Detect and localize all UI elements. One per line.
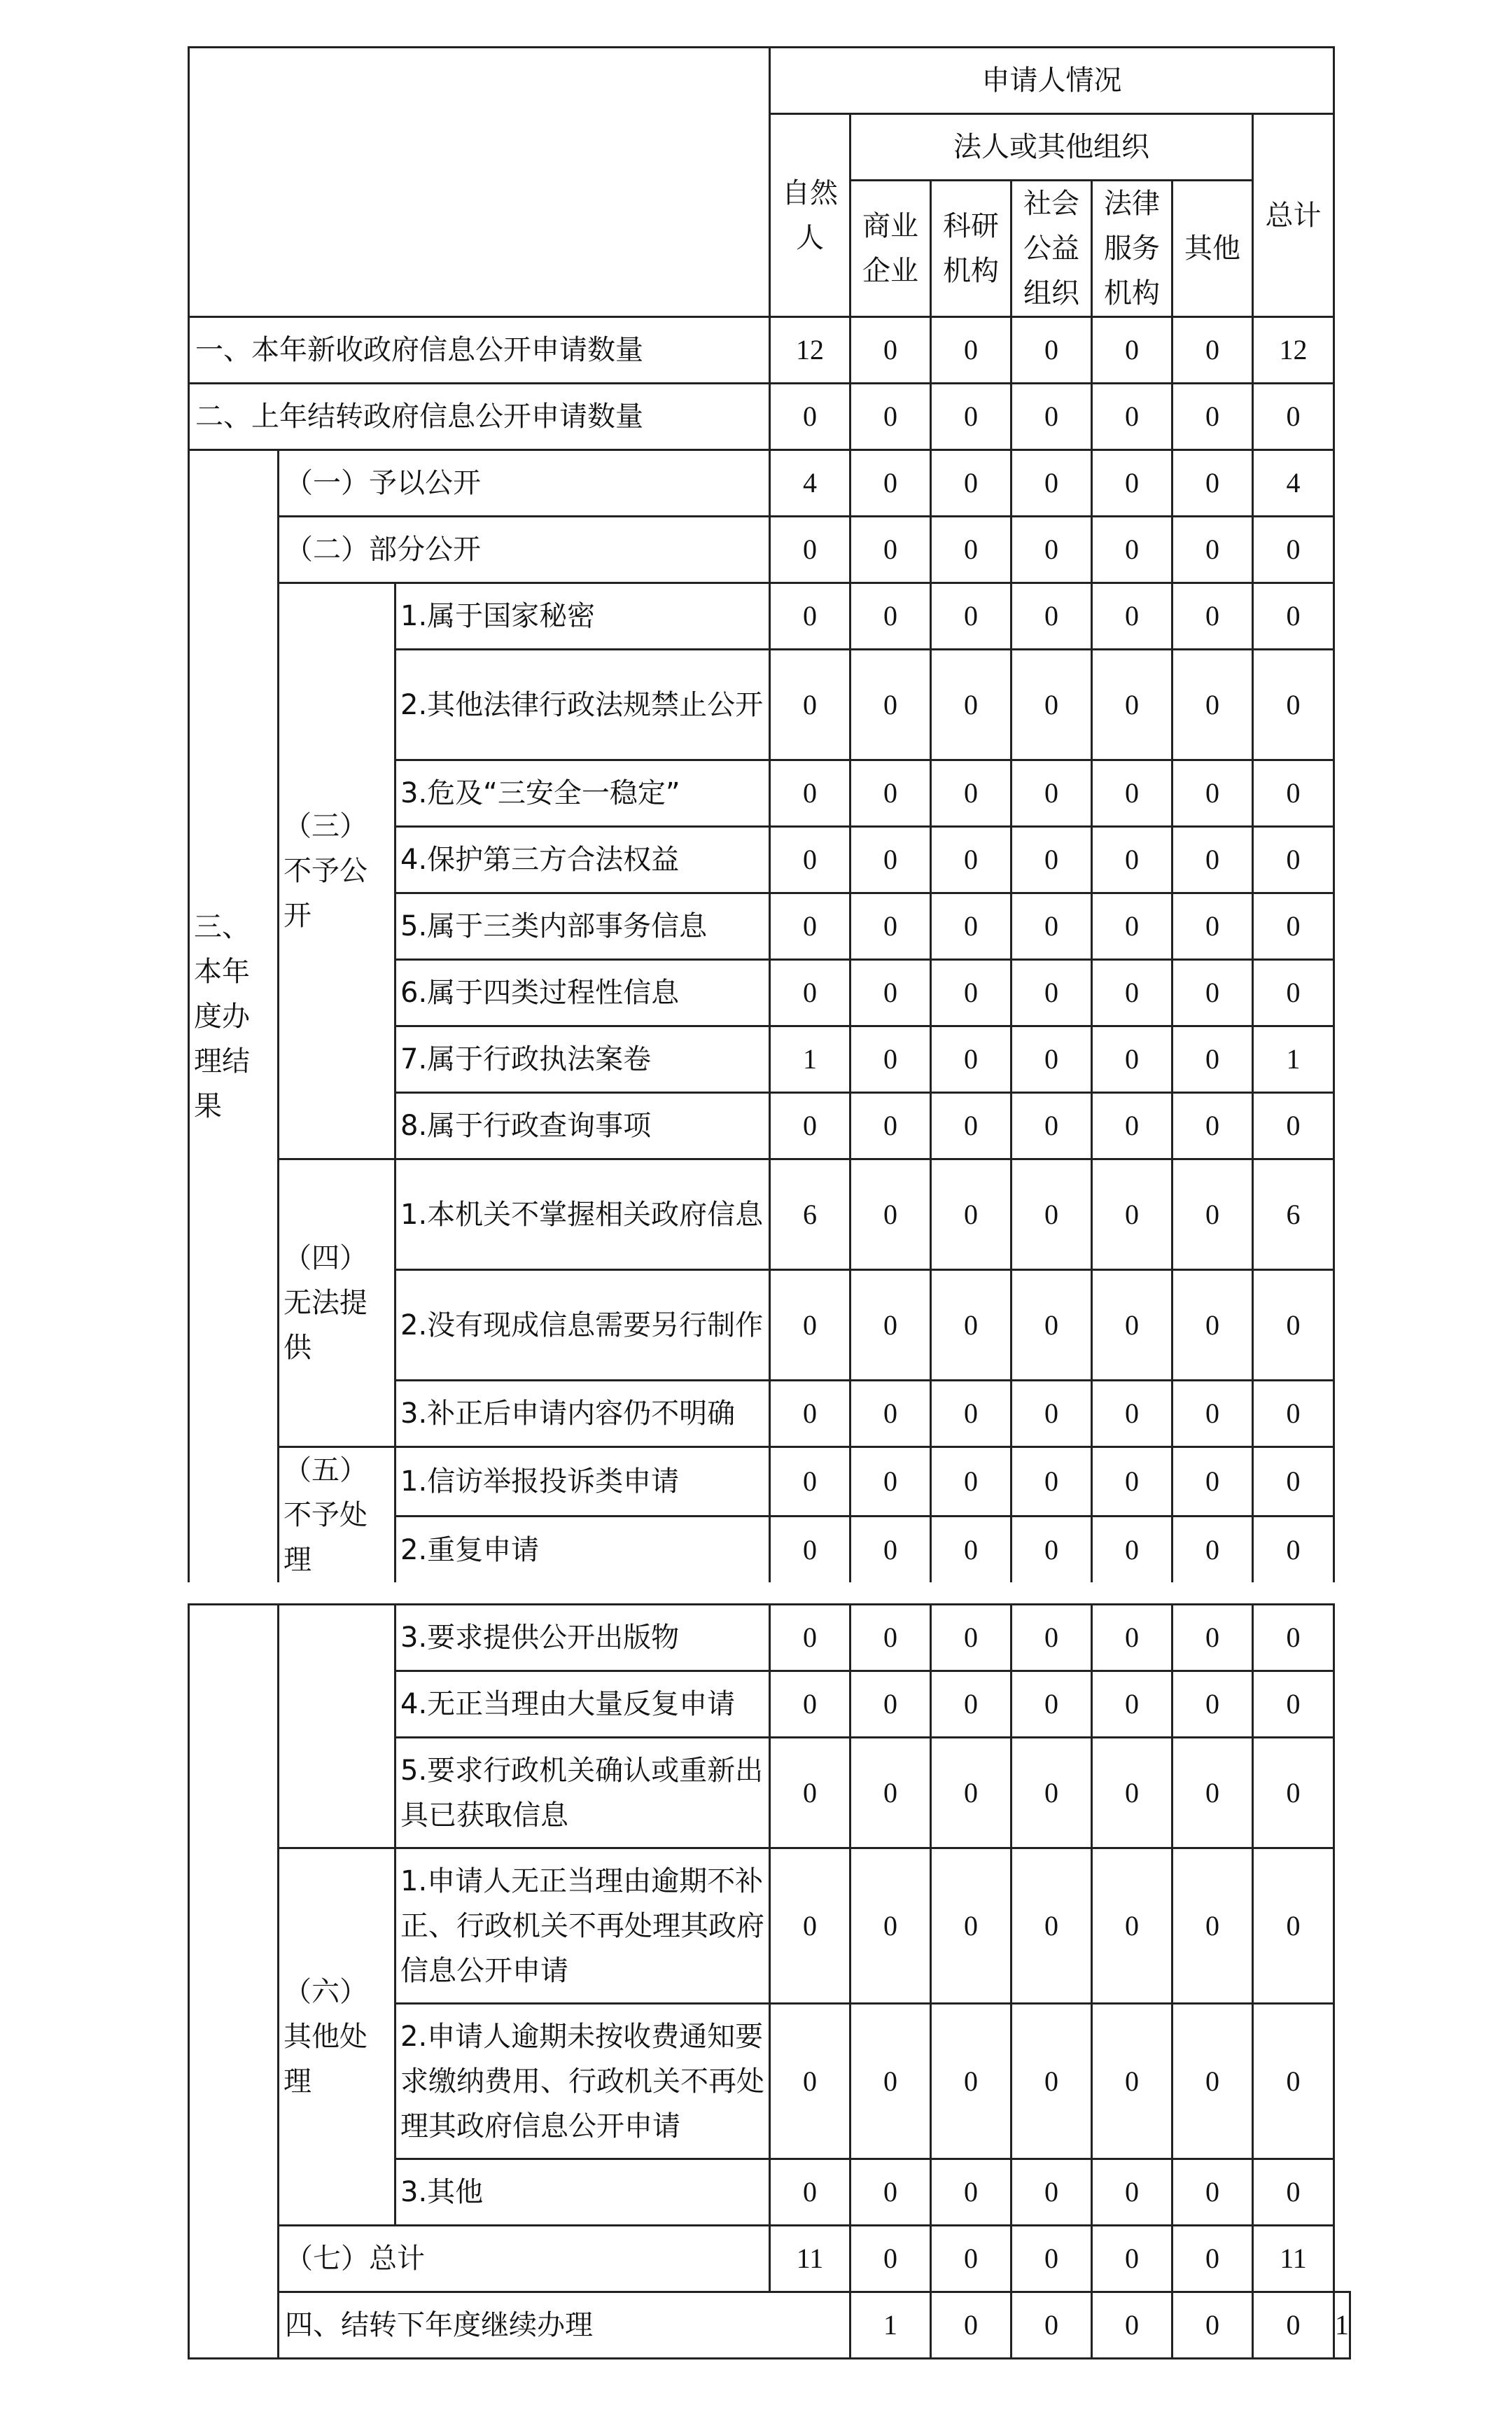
row-label: 1.信访举报投诉类申请 [396,1447,770,1517]
row-label: 3.其他 [396,2159,770,2226]
cell-social: 0 [1011,1671,1092,1738]
cell-research: 0 [931,517,1011,583]
cell-social: 0 [1011,760,1092,827]
cell-commercial: 0 [850,1738,931,1848]
header-natural-person: 自然人 [770,114,850,317]
header-other: 其他 [1172,181,1253,317]
cell-commercial: 0 [850,1605,931,1671]
cell-research: 0 [1011,2292,1092,2359]
cell-commercial: 0 [850,1270,931,1381]
cell-total: 0 [1253,1381,1334,1447]
row-label: 一、本年新收政府信息公开申请数量 [189,317,770,384]
cell-research: 0 [931,650,1011,760]
cell-commercial: 0 [931,2292,1011,2359]
cell-research: 0 [931,450,1011,517]
cell-total: 0 [1253,517,1334,583]
cell-natural: 0 [770,893,850,960]
cell-commercial: 0 [850,827,931,893]
cell-total: 0 [1253,1605,1334,1671]
cell-total: 0 [1253,2159,1334,2226]
cell-total: 0 [1253,760,1334,827]
cell-legal-service: 0 [1092,1605,1172,1671]
cell-commercial: 0 [850,1848,931,2004]
cell-research: 0 [931,893,1011,960]
cell-legal-service: 0 [1092,2226,1172,2292]
cell-total: 6 [1253,1159,1334,1270]
cell-other: 0 [1172,2226,1253,2292]
cell-social: 0 [1011,450,1092,517]
cell-legal-service: 0 [1092,1671,1172,1738]
cell-research: 0 [931,317,1011,384]
cell-commercial: 0 [850,893,931,960]
table-row [189,2292,1350,2359]
group-not-processed-continued [279,1605,396,1848]
cell-natural: 0 [770,1093,850,1159]
cell-social: 0 [1011,2159,1092,2226]
cell-social: 0 [1011,893,1092,960]
cell-commercial: 0 [850,2226,931,2292]
cell-research: 0 [931,1848,1011,2004]
cell-social: 0 [1011,1517,1092,1582]
cell-research: 0 [931,1605,1011,1671]
cell-social: 0 [1011,384,1092,450]
cell-natural: 0 [770,2159,850,2226]
cell-legal-service: 0 [1092,893,1172,960]
group-not-processed: （五）不予处理 [279,1447,396,1583]
cell-commercial: 0 [850,1093,931,1159]
table-row [189,1848,1350,2004]
cell-social: 0 [1011,583,1092,650]
cell-research: 0 [931,1381,1011,1447]
cell-legal-service: 0 [1092,1447,1172,1517]
cell-research: 0 [931,1159,1011,1270]
cell-commercial: 0 [850,1026,931,1093]
row-label: 2.没有现成信息需要另行制作 [396,1270,770,1381]
cell-social: 0 [1011,1447,1092,1517]
table-row [189,317,1334,384]
cell-total: 12 [1253,317,1334,384]
cell-natural: 0 [770,1671,850,1738]
cell-commercial: 0 [850,317,931,384]
row-label: （七）总计 [279,2226,770,2292]
cell-legal-service: 0 [1092,827,1172,893]
cell-research: 0 [931,1738,1011,1848]
cell-total: 11 [1253,2226,1334,2292]
cell-research: 0 [931,2226,1011,2292]
cell-legal-service: 0 [1092,384,1172,450]
cell-other: 0 [1172,1671,1253,1738]
cell-total: 1 [1253,1026,1334,1093]
cell-other: 0 [1172,760,1253,827]
cell-commercial: 0 [850,2159,931,2226]
row-label: 四、结转下年度继续办理 [279,2292,850,2359]
cell-social: 0 [1011,2004,1092,2159]
row-label: 5.要求行政机关确认或重新出具已获取信息 [396,1738,770,1848]
header-legal-orgs: 法人或其他组织 [850,114,1253,181]
cell-legal-service: 0 [1092,1270,1172,1381]
cell-other: 0 [1172,1270,1253,1381]
row-label: 4.保护第三方合法权益 [396,827,770,893]
cell-social: 0 [1011,2226,1092,2292]
cell-legal-service: 0 [1092,1738,1172,1848]
cell-social: 0 [1011,827,1092,893]
cell-other: 0 [1172,893,1253,960]
cell-commercial: 0 [850,1671,931,1738]
cell-legal-service: 0 [1092,2004,1172,2159]
cell-other: 0 [1172,1605,1253,1671]
cell-social: 0 [1011,1270,1092,1381]
table-row [189,517,1334,583]
cell-total: 0 [1253,650,1334,760]
row-label: 3.要求提供公开出版物 [396,1605,770,1671]
header-total: 总计 [1253,114,1334,317]
cell-other: 0 [1172,1848,1253,2004]
cell-other: 0 [1172,1517,1253,1582]
cell-total: 0 [1253,1517,1334,1582]
cell-legal-service: 0 [1092,1026,1172,1093]
cell-natural: 0 [770,1605,850,1671]
cell-commercial: 0 [850,1159,931,1270]
row-label: （二）部分公开 [279,517,770,583]
cell-total: 0 [1253,1671,1334,1738]
row-label: （一）予以公开 [279,450,770,517]
cell-social: 0 [1011,650,1092,760]
cell-social: 0 [1092,2292,1172,2359]
cell-commercial: 0 [850,1381,931,1447]
cell-other: 0 [1172,960,1253,1026]
cell-other: 0 [1172,583,1253,650]
cell-natural: 0 [770,583,850,650]
cell-natural: 0 [770,1517,850,1582]
row-label: 1.本机关不掌握相关政府信息 [396,1159,770,1270]
row-label: 1.申请人无正当理由逾期不补正、行政机关不再处理其政府信息公开申请 [396,1848,770,2004]
cell-legal-service: 0 [1092,1381,1172,1447]
cell-research: 0 [931,583,1011,650]
row-label: 6.属于四类过程性信息 [396,960,770,1026]
row-label: 7.属于行政执法案卷 [396,1026,770,1093]
table-row [189,583,1334,650]
cell-legal-service: 0 [1092,1848,1172,2004]
cell-natural: 11 [770,2226,850,2292]
cell-natural: 1 [770,1026,850,1093]
row-label: 5.属于三类内部事务信息 [396,893,770,960]
cell-total: 1 [1334,2292,1350,2359]
header-commercial: 商业企业 [850,181,931,317]
cell-natural: 0 [770,384,850,450]
cell-research: 0 [931,2004,1011,2159]
cell-total: 0 [1253,893,1334,960]
header-research: 科研机构 [931,181,1011,317]
cell-legal-service: 0 [1092,517,1172,583]
row-label: 1.属于国家秘密 [396,583,770,650]
cell-social: 0 [1011,1605,1092,1671]
cell-commercial: 0 [850,2004,931,2159]
cell-legal-service: 0 [1092,650,1172,760]
cell-research: 0 [931,384,1011,450]
cell-research: 0 [931,1447,1011,1517]
cell-legal-service: 0 [1092,960,1172,1026]
cell-legal-service: 0 [1172,2292,1253,2359]
cell-research: 0 [931,1517,1011,1582]
cell-natural: 0 [770,650,850,760]
cell-research: 0 [931,1026,1011,1093]
group-annual-results-continued [189,1605,279,2359]
cell-other: 0 [1172,650,1253,760]
row-label: 3.补正后申请内容仍不明确 [396,1381,770,1447]
row-label: 二、上年结转政府信息公开申请数量 [189,384,770,450]
header-applicant: 申请人情况 [770,48,1334,114]
cell-legal-service: 0 [1092,1159,1172,1270]
cell-total: 0 [1253,1848,1334,2004]
cell-commercial: 0 [850,1517,931,1582]
group-other-handling: （六）其他处理 [279,1848,396,2226]
cell-research: 0 [931,1671,1011,1738]
cell-legal-service: 0 [1092,760,1172,827]
header-social: 社会公益组织 [1011,181,1092,317]
row-label: 3.危及“三安全一稳定” [396,760,770,827]
cell-total: 0 [1253,1270,1334,1381]
cell-other: 0 [1172,2159,1253,2226]
cell-other: 0 [1172,1093,1253,1159]
group-not-disclosed: （三）不予公开 [279,583,396,1159]
cell-total: 0 [1253,960,1334,1026]
cell-social: 0 [1011,517,1092,583]
table-row [189,1605,1350,1671]
cell-social: 0 [1011,1093,1092,1159]
cell-total: 0 [1253,384,1334,450]
cell-research: 0 [931,1270,1011,1381]
cell-other: 0 [1172,827,1253,893]
cell-natural: 4 [770,450,850,517]
cell-social: 0 [1011,1848,1092,2004]
cell-natural: 0 [770,517,850,583]
cell-natural: 0 [770,1848,850,2004]
cell-commercial: 0 [850,450,931,517]
cell-research: 0 [931,760,1011,827]
group-annual-results: 三、本年度办理结果 [189,450,279,1583]
cell-natural: 0 [770,827,850,893]
cell-other: 0 [1172,1447,1253,1517]
cell-natural: 0 [770,960,850,1026]
cell-social: 0 [1011,1738,1092,1848]
gov-info-table-part2 [188,1603,1351,2359]
cell-other: 0 [1172,384,1253,450]
cell-research: 0 [931,2159,1011,2226]
cell-other: 0 [1253,2292,1334,2359]
row-label: 2.重复申请 [396,1517,770,1582]
cell-social: 0 [1011,1026,1092,1093]
cell-legal-service: 0 [1092,1517,1172,1582]
cell-natural: 0 [770,1738,850,1848]
cell-total: 4 [1253,450,1334,517]
row-label: 2.申请人逾期未按收费通知要求缴纳费用、行政机关不再处理其政府信息公开申请 [396,2004,770,2159]
cell-other: 0 [1172,317,1253,384]
group-cannot-provide: （四）无法提供 [279,1159,396,1447]
cell-natural: 0 [770,1381,850,1447]
table-row [189,450,1334,517]
cell-total: 0 [1253,1738,1334,1848]
corner-cell [189,48,770,317]
cell-commercial: 0 [850,1447,931,1517]
table-row [189,1159,1334,1270]
gov-info-table-part1 [188,46,1335,1582]
cell-social: 0 [1011,1159,1092,1270]
cell-natural: 12 [770,317,850,384]
cell-natural: 1 [850,2292,931,2359]
cell-research: 0 [931,827,1011,893]
cell-natural: 0 [770,760,850,827]
row-label: 2.其他法律行政法规禁止公开 [396,650,770,760]
cell-legal-service: 0 [1092,583,1172,650]
cell-legal-service: 0 [1092,317,1172,384]
table-row [189,2226,1350,2292]
cell-commercial: 0 [850,960,931,1026]
cell-total: 0 [1253,2004,1334,2159]
cell-research: 0 [931,960,1011,1026]
cell-natural: 0 [770,1270,850,1381]
row-label: 8.属于行政查询事项 [396,1093,770,1159]
cell-commercial: 0 [850,583,931,650]
cell-total: 0 [1253,1447,1334,1517]
cell-total: 0 [1253,583,1334,650]
cell-other: 0 [1172,1381,1253,1447]
cell-other: 0 [1172,1159,1253,1270]
row-label: 4.无正当理由大量反复申请 [396,1671,770,1738]
cell-legal-service: 0 [1092,450,1172,517]
cell-commercial: 0 [850,760,931,827]
cell-total: 0 [1253,1093,1334,1159]
cell-other: 0 [1172,2004,1253,2159]
cell-social: 0 [1011,1381,1092,1447]
cell-commercial: 0 [850,517,931,583]
cell-social: 0 [1011,317,1092,384]
table-row [189,384,1334,450]
cell-commercial: 0 [850,384,931,450]
header-legal-service: 法律服务机构 [1092,181,1172,317]
cell-natural: 6 [770,1159,850,1270]
cell-other: 0 [1172,450,1253,517]
cell-legal-service: 0 [1092,2159,1172,2226]
cell-other: 0 [1172,1026,1253,1093]
cell-other: 0 [1172,517,1253,583]
table-row [189,1447,1334,1517]
cell-legal-service: 0 [1092,1093,1172,1159]
cell-other: 0 [1172,1738,1253,1848]
cell-natural: 0 [770,1447,850,1517]
cell-research: 0 [931,1093,1011,1159]
cell-social: 0 [1011,960,1092,1026]
cell-natural: 0 [770,2004,850,2159]
cell-total: 0 [1253,827,1334,893]
cell-commercial: 0 [850,650,931,760]
